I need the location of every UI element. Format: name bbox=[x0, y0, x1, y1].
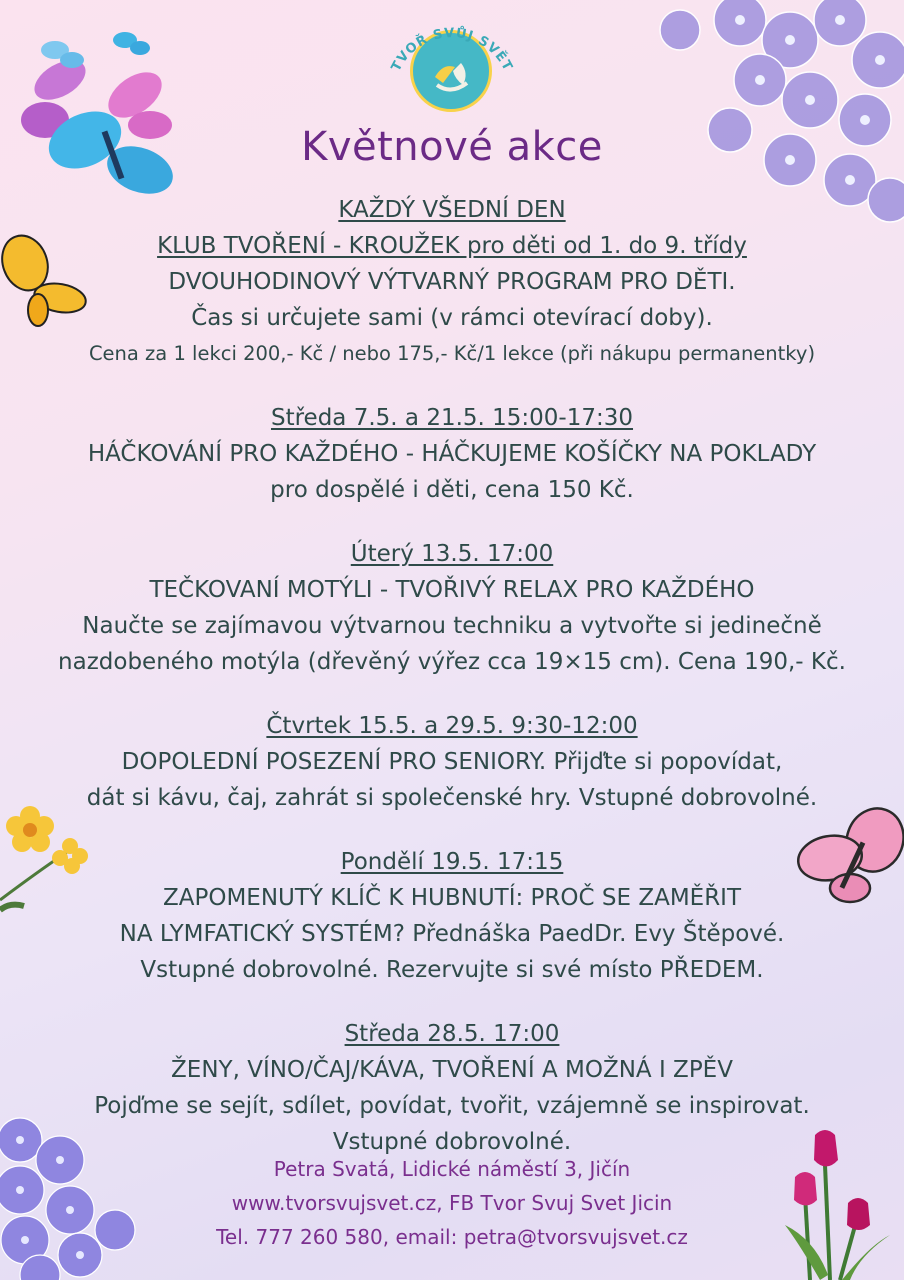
event-price: Cena za 1 lekci 200,- Kč / nebo 175,- Kč/1 lekce (při nákupu permanentky) bbox=[88, 342, 816, 365]
event-line: DOPOLEDNÍ POSEZENÍ PRO SENIORY. Přijďte si popovídat, bbox=[121, 749, 783, 775]
event-line: HÁČKOVÁNÍ PRO KAŽDÉHO - HÁČKUJEME KOŠÍČKY NA POKLADY bbox=[87, 441, 817, 467]
event-line: ZAPOMENUTÝ KLÍČ K HUBNUTÍ: PROČ SE ZAMĚŘIT bbox=[162, 885, 742, 911]
event-line: Vstupné dobrovolné. bbox=[332, 1129, 572, 1155]
footer-web: www.tvorsvujsvet.cz, FB Tvor Svuj Svet Jicin bbox=[231, 1191, 673, 1215]
event-line: Vstupné dobrovolné. Rezervujte si své místo PŘEDEM. bbox=[140, 957, 764, 983]
event-heading: KAŽDÝ VŠEDNÍ DEN bbox=[338, 197, 566, 223]
event-line: TEČKOVANÍ MOTÝLI - TVOŘIVÝ RELAX PRO KAŽDÉHO bbox=[149, 577, 755, 603]
footer-contact: Tel. 777 260 580, email: petra@tvorsvujsvet.cz bbox=[216, 1225, 688, 1249]
event-line: nazdobeného motýla (dřevěný výřez cca 19×15 cm). Cena 190,- Kč. bbox=[58, 649, 846, 675]
logo-text: TVOŘ SVŮJ SVĚT bbox=[388, 25, 516, 74]
footer-address: Petra Svatá, Lidické náměstí 3, Jičín bbox=[273, 1157, 631, 1181]
logo-text-arc bbox=[378, 10, 526, 82]
event-heading: Středa 28.5. 17:00 bbox=[344, 1021, 560, 1047]
event-seniors bbox=[0, 708, 904, 816]
event-women-evening bbox=[0, 1016, 904, 1160]
event-lecture bbox=[0, 844, 904, 988]
event-line: Čas si určujete sami (v rámci otevírací doby). bbox=[191, 305, 713, 331]
event-dotted-butterflies bbox=[0, 536, 904, 680]
event-line: Naučte se zajímavou výtvarnou techniku a vytvořte si jedinečně bbox=[82, 613, 822, 639]
page-title: Květnové akce bbox=[301, 124, 603, 170]
event-heading: Pondělí 19.5. 17:15 bbox=[340, 849, 564, 875]
events-list bbox=[0, 192, 904, 1160]
event-line: DVOUHODINOVÝ VÝTVARNÝ PROGRAM PRO DĚTI. bbox=[168, 269, 736, 295]
svg-text:TVOŘ SVŮJ SVĚT bbox=[389, 25, 515, 74]
event-line: KLUB TVOŘENÍ - KROUŽEK pro děti od 1. do 9. třídy bbox=[157, 233, 747, 259]
event-weekday-club bbox=[0, 192, 904, 372]
event-line: pro dospělé i děti, cena 150 Kč. bbox=[270, 477, 634, 503]
event-line: Pojďme se sejít, sdílet, povídat, tvořit, vzájemně se inspirovat. bbox=[94, 1093, 810, 1119]
event-heading: Středa 7.5. a 21.5. 15:00-17:30 bbox=[270, 405, 634, 431]
event-heading: Úterý 13.5. 17:00 bbox=[350, 541, 554, 567]
butterfly-cluster-top-left bbox=[0, 10, 200, 210]
event-line: dát si kávu, čaj, zahrát si společenské hry. Vstupné dobrovolné. bbox=[86, 785, 818, 811]
event-heading: Čtvrtek 15.5. a 29.5. 9:30-12:00 bbox=[266, 713, 638, 739]
event-crochet bbox=[0, 400, 904, 508]
contact-footer bbox=[0, 1152, 904, 1254]
event-line: NA LYMFATICKÝ SYSTÉM? Přednáška PaedDr. Evy Štěpové. bbox=[119, 921, 785, 947]
event-line: ŽENY, VÍNO/ČAJ/KÁVA, TVOŘENÍ A MOŽNÁ I ZPĚV bbox=[171, 1057, 733, 1083]
